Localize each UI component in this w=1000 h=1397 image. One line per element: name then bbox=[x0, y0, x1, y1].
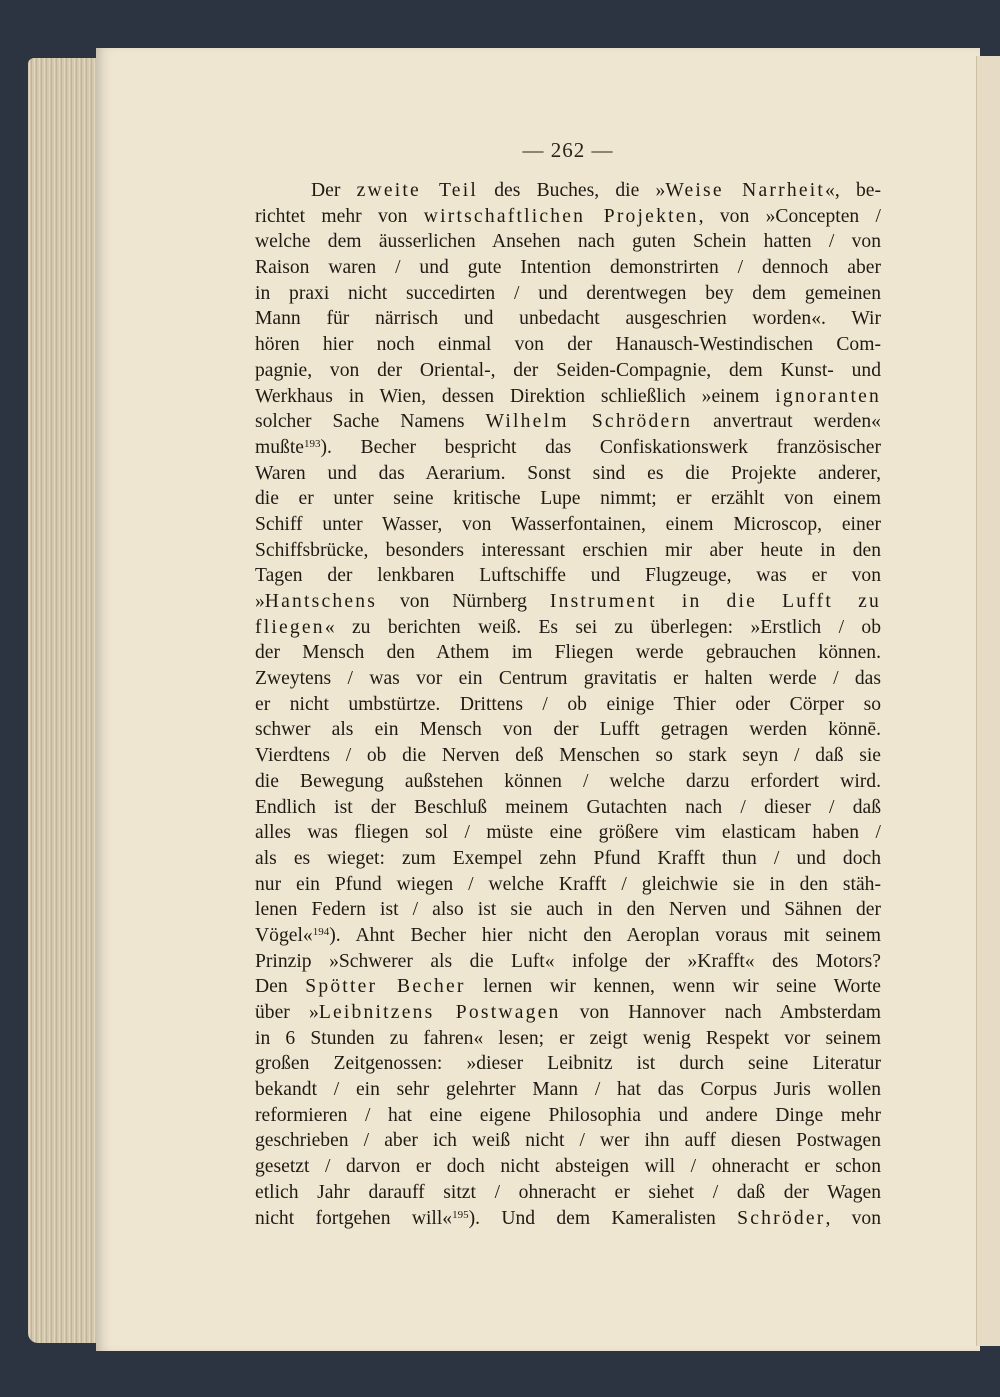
text-line bbox=[255, 563, 881, 589]
text-line bbox=[255, 1051, 881, 1077]
spaced-text: fliegen bbox=[255, 616, 325, 638]
text-segment: Vögel« bbox=[255, 924, 313, 946]
text-line bbox=[255, 435, 881, 461]
text-line bbox=[255, 204, 881, 230]
text-line bbox=[255, 1154, 881, 1180]
spaced-text: Instrument in die Lufft zu bbox=[549, 591, 881, 612]
page-number: — 262 — bbox=[522, 138, 614, 162]
footnote-ref: 194 bbox=[312, 925, 330, 938]
text-segment: lernen wir kennen, wenn wir seine Worte bbox=[465, 976, 882, 998]
spaced-text: Hantschens bbox=[264, 591, 378, 612]
text-segment: etlich Jahr darauff sitzt / ohneracht er siehet / daß der Wagen bbox=[255, 1181, 881, 1203]
text-line bbox=[255, 1000, 881, 1026]
text-segment: pagnie, von der Oriental-, der Seiden-Compagnie, dem Kunst- und bbox=[255, 359, 881, 381]
text-line bbox=[255, 512, 881, 538]
text-line bbox=[255, 1180, 881, 1206]
text-line bbox=[255, 281, 881, 307]
text-segment: schwer als ein Mensch von der Lufft getragen werden könnē. bbox=[255, 719, 881, 741]
text-segment: als es wieget: zum Exempel zehn Pfund Krafft thun / und doch bbox=[255, 847, 881, 869]
text-segment: geschrieben / aber ich weiß nicht / wer ihn auff diesen Postwagen bbox=[255, 1130, 881, 1152]
text-segment: » bbox=[255, 591, 265, 612]
text-segment: von Nürnberg bbox=[377, 591, 550, 612]
text-segment: «, be- bbox=[825, 180, 881, 201]
text-line bbox=[255, 1103, 881, 1129]
text-line bbox=[255, 589, 881, 615]
text-segment: über » bbox=[255, 1002, 319, 1023]
text-line bbox=[255, 1206, 881, 1232]
text-line bbox=[255, 949, 881, 975]
spaced-text: Leibnitzens Postwagen bbox=[318, 1002, 561, 1023]
text-segment: richtet mehr von bbox=[255, 205, 424, 227]
spaced-text: Weise Narrheit bbox=[665, 180, 826, 201]
text-line bbox=[255, 409, 881, 435]
text-line bbox=[255, 640, 881, 666]
text-segment: ). Ahnt Becher hier nicht den Aeroplan voraus mit seinem bbox=[329, 924, 881, 946]
text-segment: solcher Sache Namens bbox=[255, 411, 486, 433]
footnote-ref: 195 bbox=[452, 1208, 469, 1221]
text-line bbox=[255, 795, 881, 821]
text-segment: Den bbox=[255, 976, 306, 998]
text-line bbox=[255, 229, 881, 255]
text-line bbox=[255, 872, 881, 898]
spaced-text: Spötter Becher bbox=[305, 976, 466, 998]
text-segment: die er unter seine kritische Lupe nimmt; er erzählt von einem bbox=[255, 488, 881, 510]
text-line bbox=[255, 255, 881, 281]
text-segment: großen Zeitgenossen: »dieser Leibnitz ist durch seine Literatur bbox=[255, 1053, 881, 1075]
text-line bbox=[255, 332, 881, 358]
text-segment: Tagen der lenkbaren Luftschiffe und Flugzeuge, was er von bbox=[255, 565, 881, 587]
text-line bbox=[255, 743, 881, 769]
text-segment: nicht fortgehen will« bbox=[255, 1207, 453, 1229]
text-line bbox=[255, 1026, 881, 1052]
body-text bbox=[255, 178, 881, 1231]
text-line bbox=[255, 538, 881, 564]
text-line bbox=[255, 1077, 881, 1103]
text-segment: bekandt / ein sehr gelehrter Mann / hat das Corpus Juris wollen bbox=[255, 1079, 881, 1101]
text-segment: in 6 Stunden zu fahren« lesen; er zeigt wenig Respekt vor seinem bbox=[255, 1027, 881, 1049]
text-segment: von Hannover nach Ambsterdam bbox=[560, 1002, 882, 1023]
text-line bbox=[255, 820, 881, 846]
text-segment: mußte bbox=[255, 436, 304, 458]
text-segment: der Mensch den Athem im Fliegen werde gebrauchen können. bbox=[255, 642, 881, 664]
text-segment: Der bbox=[311, 180, 357, 201]
text-line bbox=[255, 692, 881, 718]
text-segment: welche dem äusserlichen Ansehen nach guten Schein hatten / von bbox=[255, 231, 881, 253]
text-line bbox=[255, 178, 881, 204]
text-segment: , von »Concepten / bbox=[698, 205, 881, 227]
text-segment: Mann für närrisch und unbedacht ausgeschrien worden«. Wir bbox=[255, 308, 881, 330]
text-segment: Zweytens / was vor ein Centrum gravitatis er halten werde / das bbox=[255, 668, 881, 690]
spaced-text: Schröder bbox=[737, 1207, 826, 1229]
footnote-ref: 193 bbox=[303, 437, 321, 450]
text-segment: gesetzt / darvon er doch nicht absteigen will / ohneracht er schon bbox=[255, 1156, 881, 1178]
text-segment: anvertraut werden« bbox=[692, 411, 881, 433]
text-line bbox=[255, 358, 881, 384]
text-line bbox=[255, 615, 881, 641]
text-line bbox=[255, 897, 881, 923]
text-segment: Werkhaus in Wien, dessen Direktion schließlich »einem bbox=[255, 385, 776, 407]
text-line bbox=[255, 846, 881, 872]
text-segment: lenen Federn ist / also ist sie auch in den Nerven und Sähnen der bbox=[255, 899, 881, 921]
spaced-text: ignoranten bbox=[775, 385, 881, 407]
text-segment: alles was fliegen sol / müste eine größere vim elasticam haben / bbox=[255, 822, 881, 844]
text-segment: Schiff unter Wasser, von Wasserfontainen, einem Microscop, einer bbox=[255, 513, 881, 535]
text-segment: , von bbox=[825, 1207, 882, 1229]
text-segment: nur ein Pfund wiegen / welche Krafft / gleichwie sie in den stäh- bbox=[255, 873, 881, 895]
text-segment: « zu berichten weiß. Es sei zu überlegen: »Erstlich / ob bbox=[324, 616, 881, 638]
text-segment: reformieren / hat eine eigene Philosophia und andere Dinge mehr bbox=[255, 1104, 881, 1126]
text-segment: Waren und das Aerarium. Sonst sind es die Projekte anderer, bbox=[255, 462, 881, 484]
text-segment: hören hier noch einmal von der Hanausch-Westindischen Com- bbox=[255, 334, 881, 356]
text-line bbox=[255, 717, 881, 743]
text-line bbox=[255, 666, 881, 692]
text-line bbox=[255, 1128, 881, 1154]
text-segment: in praxi nicht succedirten / und derentwegen bey dem gemeinen bbox=[255, 282, 881, 304]
facing-page-edge bbox=[976, 56, 1000, 1346]
text-segment: Schiffsbrücke, besonders interessant erschien mir aber heute in den bbox=[255, 539, 881, 561]
text-line bbox=[255, 461, 881, 487]
spaced-text: zweite Teil bbox=[356, 180, 478, 201]
text-segment: des Buches, die » bbox=[478, 180, 666, 201]
text-line bbox=[255, 384, 881, 410]
text-segment: er nicht umbstürtze. Drittens / ob einige Thier oder Cörper so bbox=[255, 693, 881, 715]
text-segment: Vierdtens / ob die Nerven deß Menschen so stark seyn / daß sie bbox=[255, 745, 881, 767]
text-line bbox=[255, 306, 881, 332]
text-segment: die Bewegung außstehen können / welche darzu erfordert wird. bbox=[255, 770, 881, 792]
text-line bbox=[255, 923, 881, 949]
text-line bbox=[255, 974, 881, 1000]
text-segment: ). Becher bespricht das Confiskationswerk französischer bbox=[320, 436, 881, 458]
text-segment: Prinzip »Schwerer als die Luft« infolge der »Krafft« des Motors? bbox=[255, 950, 881, 972]
text-segment: Endlich ist der Beschluß meinem Gutachten nach / dieser / daß bbox=[255, 796, 881, 818]
text-segment: ). Und dem Kameralisten bbox=[468, 1207, 738, 1229]
text-segment: Raison waren / und gute Intention demonstrirten / dennoch aber bbox=[255, 257, 881, 279]
spaced-text: wirtschaftlichen Projekten bbox=[423, 205, 699, 227]
text-line bbox=[255, 486, 881, 512]
spaced-text: Wilhelm Schrödern bbox=[485, 411, 693, 433]
text-line bbox=[255, 769, 881, 795]
